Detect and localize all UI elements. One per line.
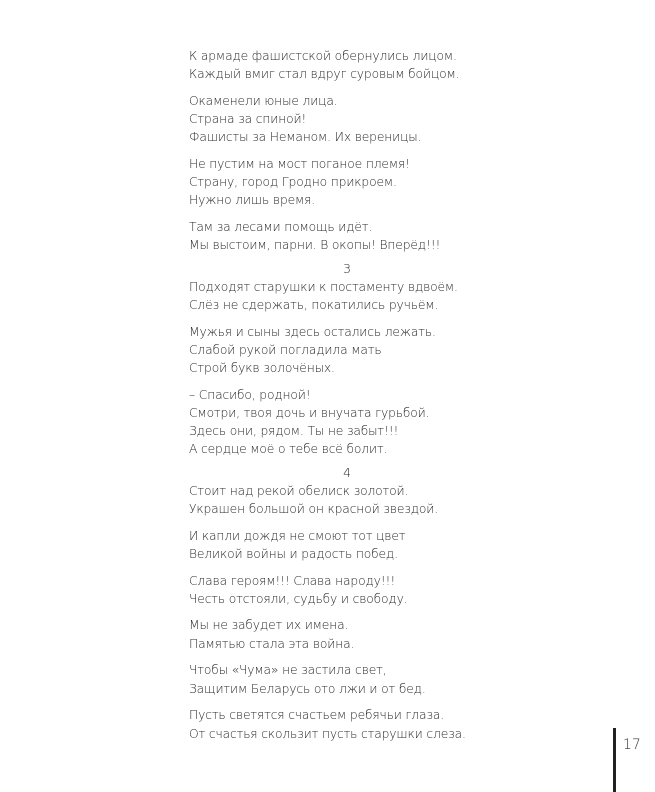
verse-line: Пусть светятся счастьем ребячьи глаза. [189,708,445,723]
verse-line: Слава героям!!! Слава народу!!! [189,573,396,588]
stanza [189,47,509,83]
verse-line: Мы выстоим, парни. В окопы! Вперёд!!! [189,238,441,253]
verse-line: Мы не забудет их имена. [189,618,349,633]
page-margin-rule [613,728,616,792]
verse-line: А сердце моё о тебе всё болит. [189,442,388,457]
verse-line: Слёз не сдержать, покатились ручьём. [189,297,439,312]
section-number: 3 [343,261,351,276]
verse-line: Здесь они, рядом. Ты не забыт!!! [189,424,399,439]
verse-line: Строй букв золочёных. [189,361,335,376]
stanza [189,278,509,314]
verse-line: Честь отстояли, судьбу и свободу. [189,591,408,606]
verse-line: Чтобы «Чума» не застила свет, [189,663,387,678]
stanza [189,661,509,697]
verse-line: Окаменели юные лица. [189,93,338,108]
stanza [189,482,509,518]
verse-line: Фашисты за Неманом. Их вереницы. [189,130,422,145]
stanza [189,706,509,742]
verse-line: От счастья скользит пусть старушки слеза. [189,726,466,741]
verse-line: Страну, город Гродно прикроем. [189,175,397,190]
stanza [189,386,509,459]
verse-line: Нужно лишь время. [189,193,316,208]
verse-line: Украшен большой он красной звездой. [189,501,438,516]
verse-line: Стоит над рекой обелиск золотой. [189,483,409,498]
poem-body [189,47,509,751]
verse-line: Подходят старушки к постаменту вдвоём. [189,279,458,294]
stanza [189,218,509,254]
verse-line: Защитим Беларусь ото лжи и от бед. [189,681,426,696]
verse-line: Смотри, твоя дочь и внучата гурьбой. [189,405,430,420]
verse-line: Слабой рукой погладила мать [189,342,382,357]
verse-line: Каждый вмиг стал вдруг суровым бойцом. [189,67,460,82]
stanza [189,527,509,563]
verse-line: Мужья и сыны здесь остались лежать. [189,324,436,339]
page-number: 17 [623,737,641,753]
stanza [189,572,509,608]
stanza [189,92,509,147]
section-number: 4 [343,465,351,480]
verse-line: Не пустим на мост поганое племя! [189,157,410,172]
verse-line: И капли дождя не смоют тот цвет [189,528,406,543]
stanza [189,616,509,652]
verse-line: Там за лесами помощь идёт. [189,220,373,235]
verse-line: Памятью стала эта война. [189,636,355,651]
stanza [189,155,509,210]
verse-line: Страна за спиной! [189,112,307,127]
verse-line: К армаде фашистской обернулись лицом. [189,49,457,63]
stanza [189,323,509,378]
verse-line: Великой войны и радость побед. [189,546,398,561]
verse-line: – Спасибо, родной! [189,387,311,402]
